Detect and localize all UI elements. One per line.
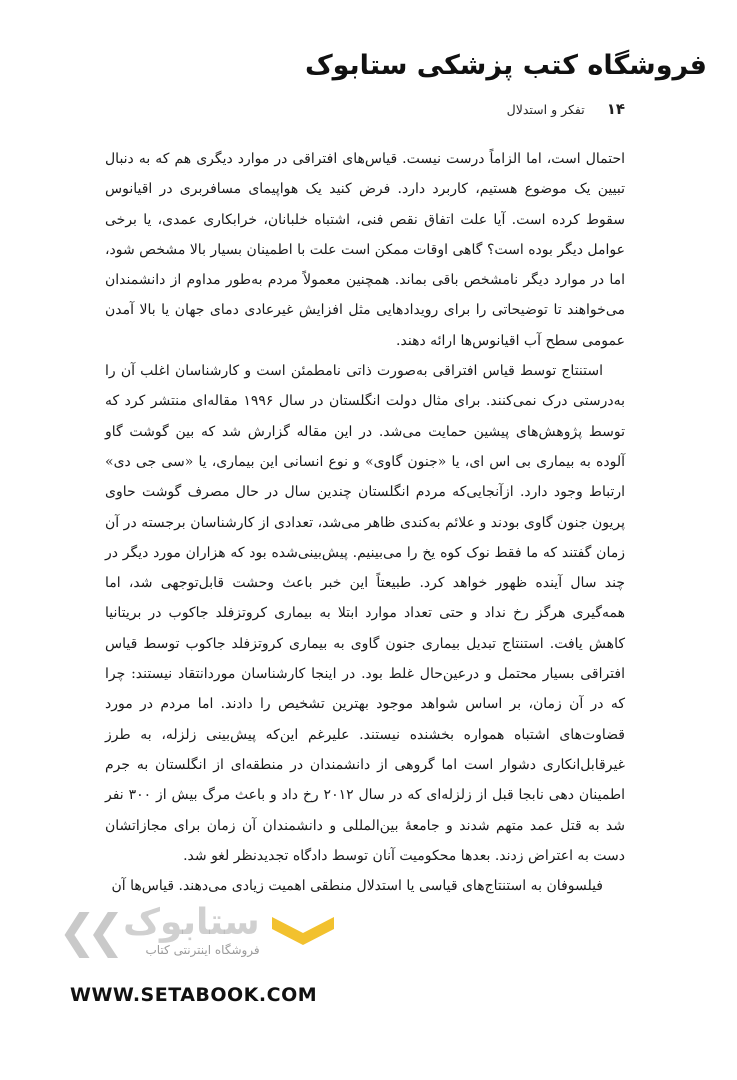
logo-text-block — [123, 902, 260, 957]
setabook-logo — [58, 902, 348, 975]
paragraph-3: فیلسوفان به استنتاج‌های قیاسی یا استدلال منطقی اهمیت زیادی می‌دهند. قیاس‌ها آن — [111, 878, 603, 895]
paragraph-1: احتمال است، اما الزاماً درست نیست. قیاس‌های افتراقی در موارد دیگری هم که به دنبال تبیین یک موضوع هستیم، کاربرد دارد. فرض کنید یک هواپیمای مسافربری در اقیانوس سقوط کرده است. آیا علت اتفاق نقص فنی، اشتباه خلبانان، خرابکاری عمدی، یا برخی عوامل دیگر بوده است؟ گاهی اوقات ممکن است علت با اطمینان بسیار بالا مشخص شود، اما در موارد دیگر نامشخص باقی بماند. همچنین معمولاً مردم به‌طور مداوم از دانشمندان می‌خواهند تا توضیحاتی را برای رویدادهایی مثل افزایش غیرعادی دمای جهان یا بالا آمدن عمومی سطح آب اقیانوس‌ها ارائه دهند. — [105, 151, 625, 349]
chapter-title: تفکر و استدلال — [506, 102, 585, 117]
page-number: ۱۴ — [606, 100, 625, 118]
site-title: فروشگاه کتب پزشکی ستابوک — [304, 50, 707, 81]
paragraph-2: استنتاج توسط قیاس افتراقی به‌صورت ذاتی نامطمئن است و کارشناسان اغلب آن را به‌درستی درک نمی‌کنند. برای مثال دولت انگلستان در سال ۱۹۹۶ مقاله‌ای منتشر کرد که توسط پژوهش‌های پیشین حمایت می‌شد. در این مقاله گزارش شد که بین گوشت گاو آلوده به بیماری بی اس ای، یا «جنون گاوی» و نوع انسانی این بیماری، یا «سی جی دی» ارتباط وجود دارد. ازآنجایی‌که مردم انگلستان چندین سال در حال مصرف گوشت حاوی پریون جنون گاوی بودند و علائم به‌کندی ظاهر می‌شد، تعدادی از کارشناسان برجسته در آن زمان گفتند که ما فقط نوک کوه یخ را می‌بینیم. پیش‌بینی‌شده بود که هزاران مورد دیگر در چند سال آینده ظهور خواهد کرد. طبیعتاً این خبر باعث وحشت قابل‌توجهی شد، اما همه‌گیری هرگز رخ نداد و حتی تعداد موارد ابتلا به بیماری کروتزفلد جاکوب در بریتانیا کاهش یافت. استنتاج تبدیل بیماری جنون گاوی به بیماری کروتزفلد جاکوب توسط قیاس افتراقی بسیار محتمل و درعین‌حال غلط بود. در اینجا کارشناسان موردانتقاد نیستند: چرا که در آن زمان، بر اساس شواهد موجود بهترین تشخیص را دادند. اما مردم در مورد قضاوت‌های اشتباه همواره بخشنده نیستند. علیرغم این‌که پیش‌بینی زلزله، به طرز غیرقابل‌انکاری دشوار است اما گروهی از دانشمندان در منطقه‌ای از انگلستان به جرم اطمینان دهی نابجا قبل از زلزله‌ای که در سال ۲۰۱۲ رخ داد و باعث مرگ بیش از ۳۰۰ نفر شد به قتل عمد متهم شدند و جامعهٔ بین‌المللی و دانشمندان آن زمان برای مجازاتشان دست به اعتراض زدند. بعدها محکومیت آنان توسط دادگاه تجدیدنظر لغو شد. — [105, 363, 625, 864]
body-text — [105, 144, 625, 901]
bookmark-chevron-icon — [268, 911, 338, 951]
watermark-url: WWW.SETABOOK.COM — [70, 984, 318, 1006]
running-head — [507, 100, 625, 118]
logo-subtitle: فروشگاه اینترنتی کتاب — [145, 943, 260, 957]
double-chevron-icon: ❮❮ — [58, 904, 116, 958]
logo-wordmark: ستابوک — [123, 902, 260, 943]
